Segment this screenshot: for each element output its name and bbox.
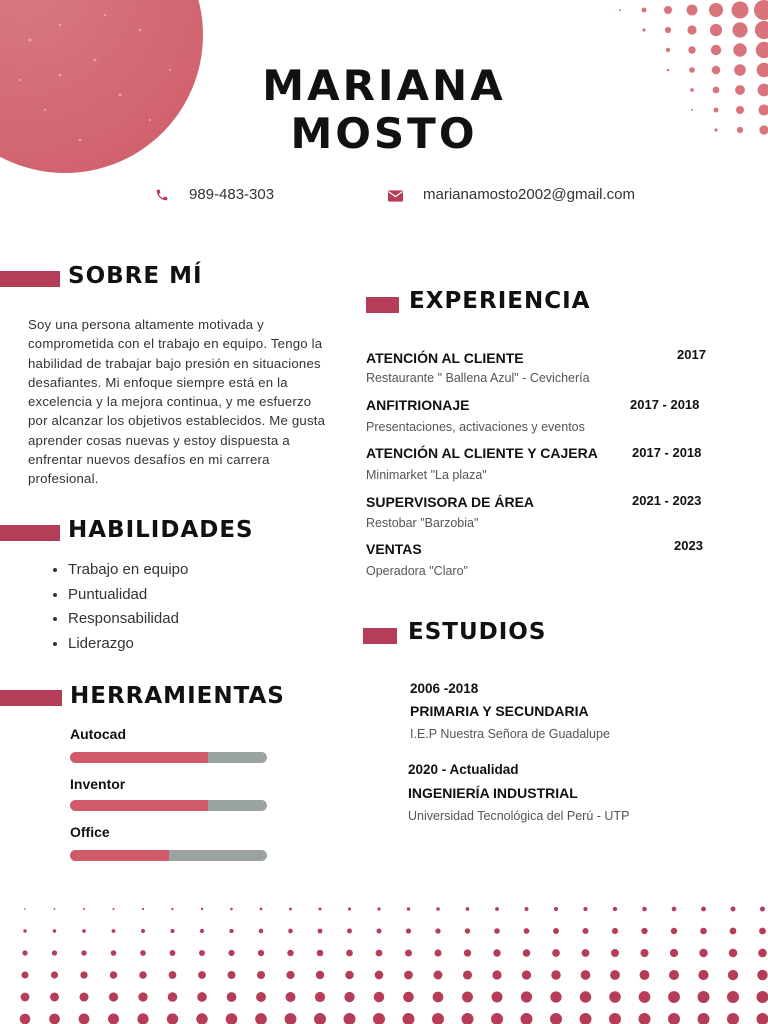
decorative-dot bbox=[552, 949, 560, 957]
decorative-dot bbox=[255, 1013, 267, 1024]
decorative-dot bbox=[760, 906, 765, 911]
phone-number: 989-483-303 bbox=[189, 186, 275, 203]
decorative-dot bbox=[52, 950, 57, 955]
decorative-dot bbox=[700, 928, 707, 935]
decorative-dot bbox=[668, 1013, 680, 1024]
decorative-dot bbox=[285, 992, 295, 1002]
decorative-dot bbox=[344, 1013, 356, 1024]
job-title: ATENCIÓN AL CLIENTE bbox=[366, 350, 524, 366]
decorative-dot bbox=[80, 971, 87, 978]
decorative-dot bbox=[228, 950, 234, 956]
decorative-dot bbox=[729, 949, 738, 958]
decorative-dot bbox=[612, 928, 618, 934]
decorative-dot bbox=[197, 992, 207, 1002]
decorative-dot bbox=[583, 907, 587, 911]
job-subtitle: Restaurante " Ballena Azul" - Cevichería bbox=[366, 371, 590, 385]
phone-icon bbox=[155, 188, 169, 202]
decorative-dot bbox=[668, 991, 680, 1003]
decorative-dot bbox=[754, 0, 768, 20]
tool-level-fill bbox=[70, 800, 208, 811]
decorative-dot bbox=[53, 929, 57, 933]
decorative-dot bbox=[167, 1013, 178, 1024]
tool-level-fill bbox=[70, 752, 208, 763]
education-years: 2020 - Actualidad bbox=[408, 762, 519, 777]
decorative-dot bbox=[550, 991, 561, 1002]
decorative-dot bbox=[171, 908, 173, 910]
education-title-item: PRIMARIA Y SECUNDARIA bbox=[410, 703, 589, 719]
decorative-dot bbox=[727, 1013, 739, 1024]
decorative-dot bbox=[139, 971, 147, 979]
decorative-dot bbox=[79, 1014, 90, 1024]
decorative-dot bbox=[407, 907, 410, 910]
tool-level-bar bbox=[70, 752, 267, 763]
education-years: 2006 -2018 bbox=[410, 681, 479, 696]
decorative-dot bbox=[687, 5, 698, 16]
decorative-dot bbox=[260, 908, 263, 911]
decorative-dot bbox=[523, 949, 531, 957]
education-title: ESTUDIOS bbox=[408, 619, 547, 645]
decorative-dot bbox=[709, 3, 723, 17]
about-title: SOBRE MÍ bbox=[68, 263, 203, 289]
decorative-dot bbox=[732, 2, 749, 19]
decorative-dot bbox=[640, 970, 650, 980]
job-years: 2017 - 2018 bbox=[630, 397, 700, 412]
decorative-dot bbox=[465, 928, 470, 933]
decorative-dot bbox=[170, 929, 174, 933]
decorative-dot bbox=[81, 950, 86, 955]
decorative-dot bbox=[688, 46, 695, 53]
decorative-dot bbox=[466, 907, 470, 911]
decorative-dot bbox=[199, 950, 205, 956]
decorative-dot bbox=[49, 1014, 60, 1024]
decorative-dot bbox=[436, 907, 440, 911]
decorative-dot bbox=[639, 991, 651, 1003]
decorative-dot bbox=[24, 908, 26, 910]
decorative-dot bbox=[672, 907, 677, 912]
section-accent-bar bbox=[0, 525, 60, 541]
section-accent-bar bbox=[0, 271, 60, 287]
decorative-dot bbox=[582, 928, 588, 934]
decorative-dot bbox=[141, 929, 145, 933]
name-last: MOSTO bbox=[290, 109, 478, 158]
decorative-dot bbox=[494, 928, 500, 934]
decorative-dot bbox=[463, 970, 472, 979]
decorative-dot bbox=[375, 971, 384, 980]
decorative-dot bbox=[640, 949, 648, 957]
decorative-dots-bottom bbox=[0, 895, 768, 1024]
decorative-dot bbox=[54, 908, 56, 910]
decorative-dot bbox=[21, 993, 30, 1002]
education-institution: Universidad Tecnológica del Perú - UTP bbox=[408, 809, 630, 823]
decorative-dot bbox=[110, 971, 117, 978]
decorative-dot bbox=[758, 949, 767, 958]
decorative-dot bbox=[23, 929, 26, 932]
decorative-dot bbox=[698, 970, 708, 980]
job-years: 2021 - 2023 bbox=[632, 493, 702, 508]
envelope-icon bbox=[388, 190, 403, 202]
decorative-dot bbox=[521, 1013, 533, 1024]
decorative-dot bbox=[669, 970, 679, 980]
decorative-dot bbox=[613, 907, 617, 911]
skills-list bbox=[30, 558, 188, 656]
decorative-dot bbox=[50, 993, 59, 1002]
decorative-dot bbox=[432, 1013, 444, 1024]
decorative-dot bbox=[138, 992, 147, 1001]
decorative-dot bbox=[609, 991, 621, 1003]
skill-item: • Liderazgo bbox=[68, 632, 188, 657]
decorative-dot bbox=[756, 42, 768, 58]
decorative-dot bbox=[525, 907, 529, 911]
job-years: 2023 bbox=[674, 538, 703, 553]
decorative-dot bbox=[464, 949, 471, 956]
decorative-dot bbox=[759, 928, 766, 935]
decorative-dot bbox=[435, 928, 440, 933]
decorative-dot bbox=[670, 949, 678, 957]
decorative-dot bbox=[228, 971, 236, 979]
decorative-dot bbox=[642, 28, 645, 31]
decorative-dot bbox=[374, 992, 384, 1002]
decorative-dot bbox=[580, 991, 591, 1002]
decorative-dot bbox=[347, 929, 352, 934]
decorative-dot bbox=[434, 971, 443, 980]
decorative-dot bbox=[581, 970, 591, 980]
decorative-dot bbox=[582, 949, 590, 957]
decorative-dot bbox=[642, 8, 647, 13]
decorative-dot bbox=[642, 907, 647, 912]
decorative-dot bbox=[314, 1013, 326, 1024]
decorative-dot bbox=[137, 1013, 148, 1024]
decorative-dot bbox=[434, 949, 441, 956]
decorative-dot bbox=[257, 971, 265, 979]
job-subtitle: Operadora "Claro" bbox=[366, 564, 468, 578]
decorative-dot bbox=[259, 929, 264, 934]
name-heading bbox=[0, 62, 768, 158]
decorative-dot bbox=[524, 928, 530, 934]
decorative-dot bbox=[731, 907, 736, 912]
tools-title: HERRAMIENTAS bbox=[70, 683, 285, 709]
decorative-dot bbox=[641, 928, 647, 934]
tool-name: Office bbox=[70, 824, 110, 840]
decorative-dot bbox=[711, 45, 721, 55]
decorative-dot bbox=[108, 1013, 119, 1024]
decorative-dot bbox=[732, 22, 747, 37]
decorative-dot bbox=[521, 991, 532, 1002]
skills-title: HABILIDADES bbox=[68, 517, 254, 543]
email-address: marianamosto2002@gmail.com bbox=[423, 186, 635, 203]
decorative-dot bbox=[462, 1013, 474, 1024]
decorative-dot bbox=[287, 950, 293, 956]
decorative-dot bbox=[22, 972, 29, 979]
decorative-dot bbox=[256, 992, 266, 1002]
decorative-dot bbox=[405, 950, 412, 957]
decorative-dot bbox=[109, 992, 118, 1001]
decorative-dot bbox=[376, 950, 383, 957]
tool-name: Inventor bbox=[70, 776, 126, 792]
section-accent-bar bbox=[366, 297, 399, 313]
decorative-dot bbox=[82, 929, 86, 933]
decorative-dot bbox=[344, 992, 354, 1002]
decorative-dot bbox=[757, 970, 767, 980]
decorative-dot bbox=[200, 929, 204, 933]
decorative-dot bbox=[757, 1013, 768, 1024]
decorative-dot bbox=[492, 970, 501, 979]
decorative-dot bbox=[733, 43, 746, 56]
decorative-dot bbox=[462, 992, 473, 1003]
decorative-dot bbox=[698, 991, 710, 1003]
decorative-dot bbox=[730, 928, 737, 935]
decorative-dot bbox=[258, 950, 264, 956]
decorative-dot bbox=[170, 950, 176, 956]
decorative-dot bbox=[728, 970, 738, 980]
name-first: MARIANA bbox=[262, 61, 506, 110]
education-title-item: INGENIERÍA INDUSTRIAL bbox=[408, 785, 578, 801]
skill-item: • Puntualidad bbox=[68, 583, 188, 608]
decorative-dot bbox=[201, 908, 203, 910]
skill-item: • Trabajo en equipo bbox=[68, 558, 188, 583]
decorative-dot bbox=[671, 928, 677, 934]
decorative-dot bbox=[169, 971, 177, 979]
decorative-dot bbox=[377, 907, 380, 910]
decorative-dot bbox=[491, 991, 502, 1002]
decorative-dot bbox=[20, 1014, 31, 1024]
job-title: SUPERVISORA DE ÁREA bbox=[366, 494, 535, 510]
decorative-dot bbox=[373, 1013, 385, 1024]
job-subtitle: Restobar "Barzobia" bbox=[366, 516, 479, 530]
decorative-dot bbox=[664, 6, 672, 14]
decorative-dot bbox=[316, 971, 324, 979]
decorative-dot bbox=[142, 908, 144, 910]
decorative-dot bbox=[553, 928, 559, 934]
decorative-dot bbox=[168, 992, 177, 1001]
decorative-dot bbox=[699, 949, 707, 957]
job-title: VENTAS bbox=[366, 541, 422, 557]
decorative-dot bbox=[755, 21, 768, 39]
about-text: Soy una persona altamente motivada y comprometida con el trabajo en equipo. Tengo la habilidad de trabajar bajo presión en situaciones desafiantes. Mi enfoque siempre está en la excelencia y la mejora continua, y me esfuerzo por alcanzar los objetivos establecidos. Me gusta aprender cosas nuevas y estoy dispuesta a enfrentar nuevos desafíos en mi carrera profesional. bbox=[28, 317, 326, 487]
section-accent-bar bbox=[363, 628, 397, 644]
education-institution: I.E.P Nuestra Señora de Guadalupe bbox=[410, 727, 610, 741]
decorative-dot bbox=[229, 929, 233, 933]
decorative-dot bbox=[550, 1013, 562, 1024]
decorative-dot bbox=[491, 1013, 503, 1024]
decorative-dot bbox=[495, 907, 499, 911]
decorative-dot bbox=[403, 992, 414, 1003]
decorative-dot bbox=[404, 971, 413, 980]
decorative-dot bbox=[79, 992, 88, 1001]
decorative-dot bbox=[403, 1013, 415, 1024]
decorative-dot bbox=[493, 949, 500, 956]
skill-item: • Responsabilidad bbox=[68, 607, 188, 632]
decorative-dot bbox=[51, 971, 58, 978]
decorative-dot bbox=[22, 950, 27, 955]
job-subtitle: Presentaciones, activaciones y eventos bbox=[366, 420, 585, 434]
decorative-dot bbox=[345, 971, 354, 980]
decorative-dot bbox=[619, 9, 621, 11]
decorative-dot bbox=[701, 907, 706, 912]
decorative-dot bbox=[111, 950, 117, 956]
tool-level-bar bbox=[70, 800, 267, 811]
decorative-dot bbox=[554, 907, 558, 911]
job-subtitle: Minimarket "La plaza" bbox=[366, 468, 487, 482]
decorative-dot bbox=[198, 971, 206, 979]
decorative-dot bbox=[288, 929, 293, 934]
decorative-dot bbox=[140, 950, 146, 956]
decorative-dot bbox=[727, 991, 739, 1003]
decorative-dot bbox=[83, 908, 85, 910]
job-years: 2017 - 2018 bbox=[632, 445, 702, 460]
decorative-dot bbox=[406, 928, 411, 933]
decorative-dot bbox=[289, 908, 292, 911]
decorative-dot bbox=[346, 950, 353, 957]
decorative-dot bbox=[226, 1013, 238, 1024]
decorative-dot bbox=[757, 991, 768, 1003]
decorative-dot bbox=[285, 1013, 297, 1024]
decorative-dot bbox=[230, 908, 233, 911]
decorative-dot bbox=[580, 1013, 592, 1024]
decorative-dot bbox=[551, 970, 560, 979]
tool-name: Autocad bbox=[70, 726, 126, 742]
decorative-dot bbox=[433, 992, 444, 1003]
experience-title: EXPERIENCIA bbox=[409, 288, 591, 314]
decorative-dot bbox=[687, 25, 696, 34]
decorative-dot bbox=[112, 908, 114, 910]
decorative-dot bbox=[639, 1013, 651, 1024]
decorative-dot bbox=[609, 1013, 621, 1024]
decorative-dot bbox=[610, 970, 620, 980]
decorative-dot bbox=[227, 992, 237, 1002]
decorative-dot bbox=[318, 929, 323, 934]
decorative-dot bbox=[665, 27, 671, 33]
decorative-dot bbox=[196, 1013, 207, 1024]
tool-level-fill bbox=[70, 850, 169, 861]
decorative-dot bbox=[315, 992, 325, 1002]
decorative-dot bbox=[317, 950, 324, 957]
decorative-dot bbox=[698, 1013, 710, 1024]
decorative-dot bbox=[710, 24, 722, 36]
section-accent-bar bbox=[0, 690, 62, 706]
decorative-dot bbox=[112, 929, 116, 933]
job-title: ANFITRIONAJE bbox=[366, 397, 470, 413]
decorative-dot bbox=[376, 928, 381, 933]
tool-level-bar bbox=[70, 850, 267, 861]
decorative-dot bbox=[319, 908, 322, 911]
decorative-dot bbox=[522, 970, 531, 979]
job-title: ATENCIÓN AL CLIENTE Y CAJERA bbox=[366, 445, 598, 461]
decorative-dot bbox=[286, 971, 294, 979]
decorative-dot bbox=[348, 907, 351, 910]
decorative-dot bbox=[666, 48, 670, 52]
job-years: 2017 bbox=[677, 347, 706, 362]
decorative-dot bbox=[611, 949, 619, 957]
